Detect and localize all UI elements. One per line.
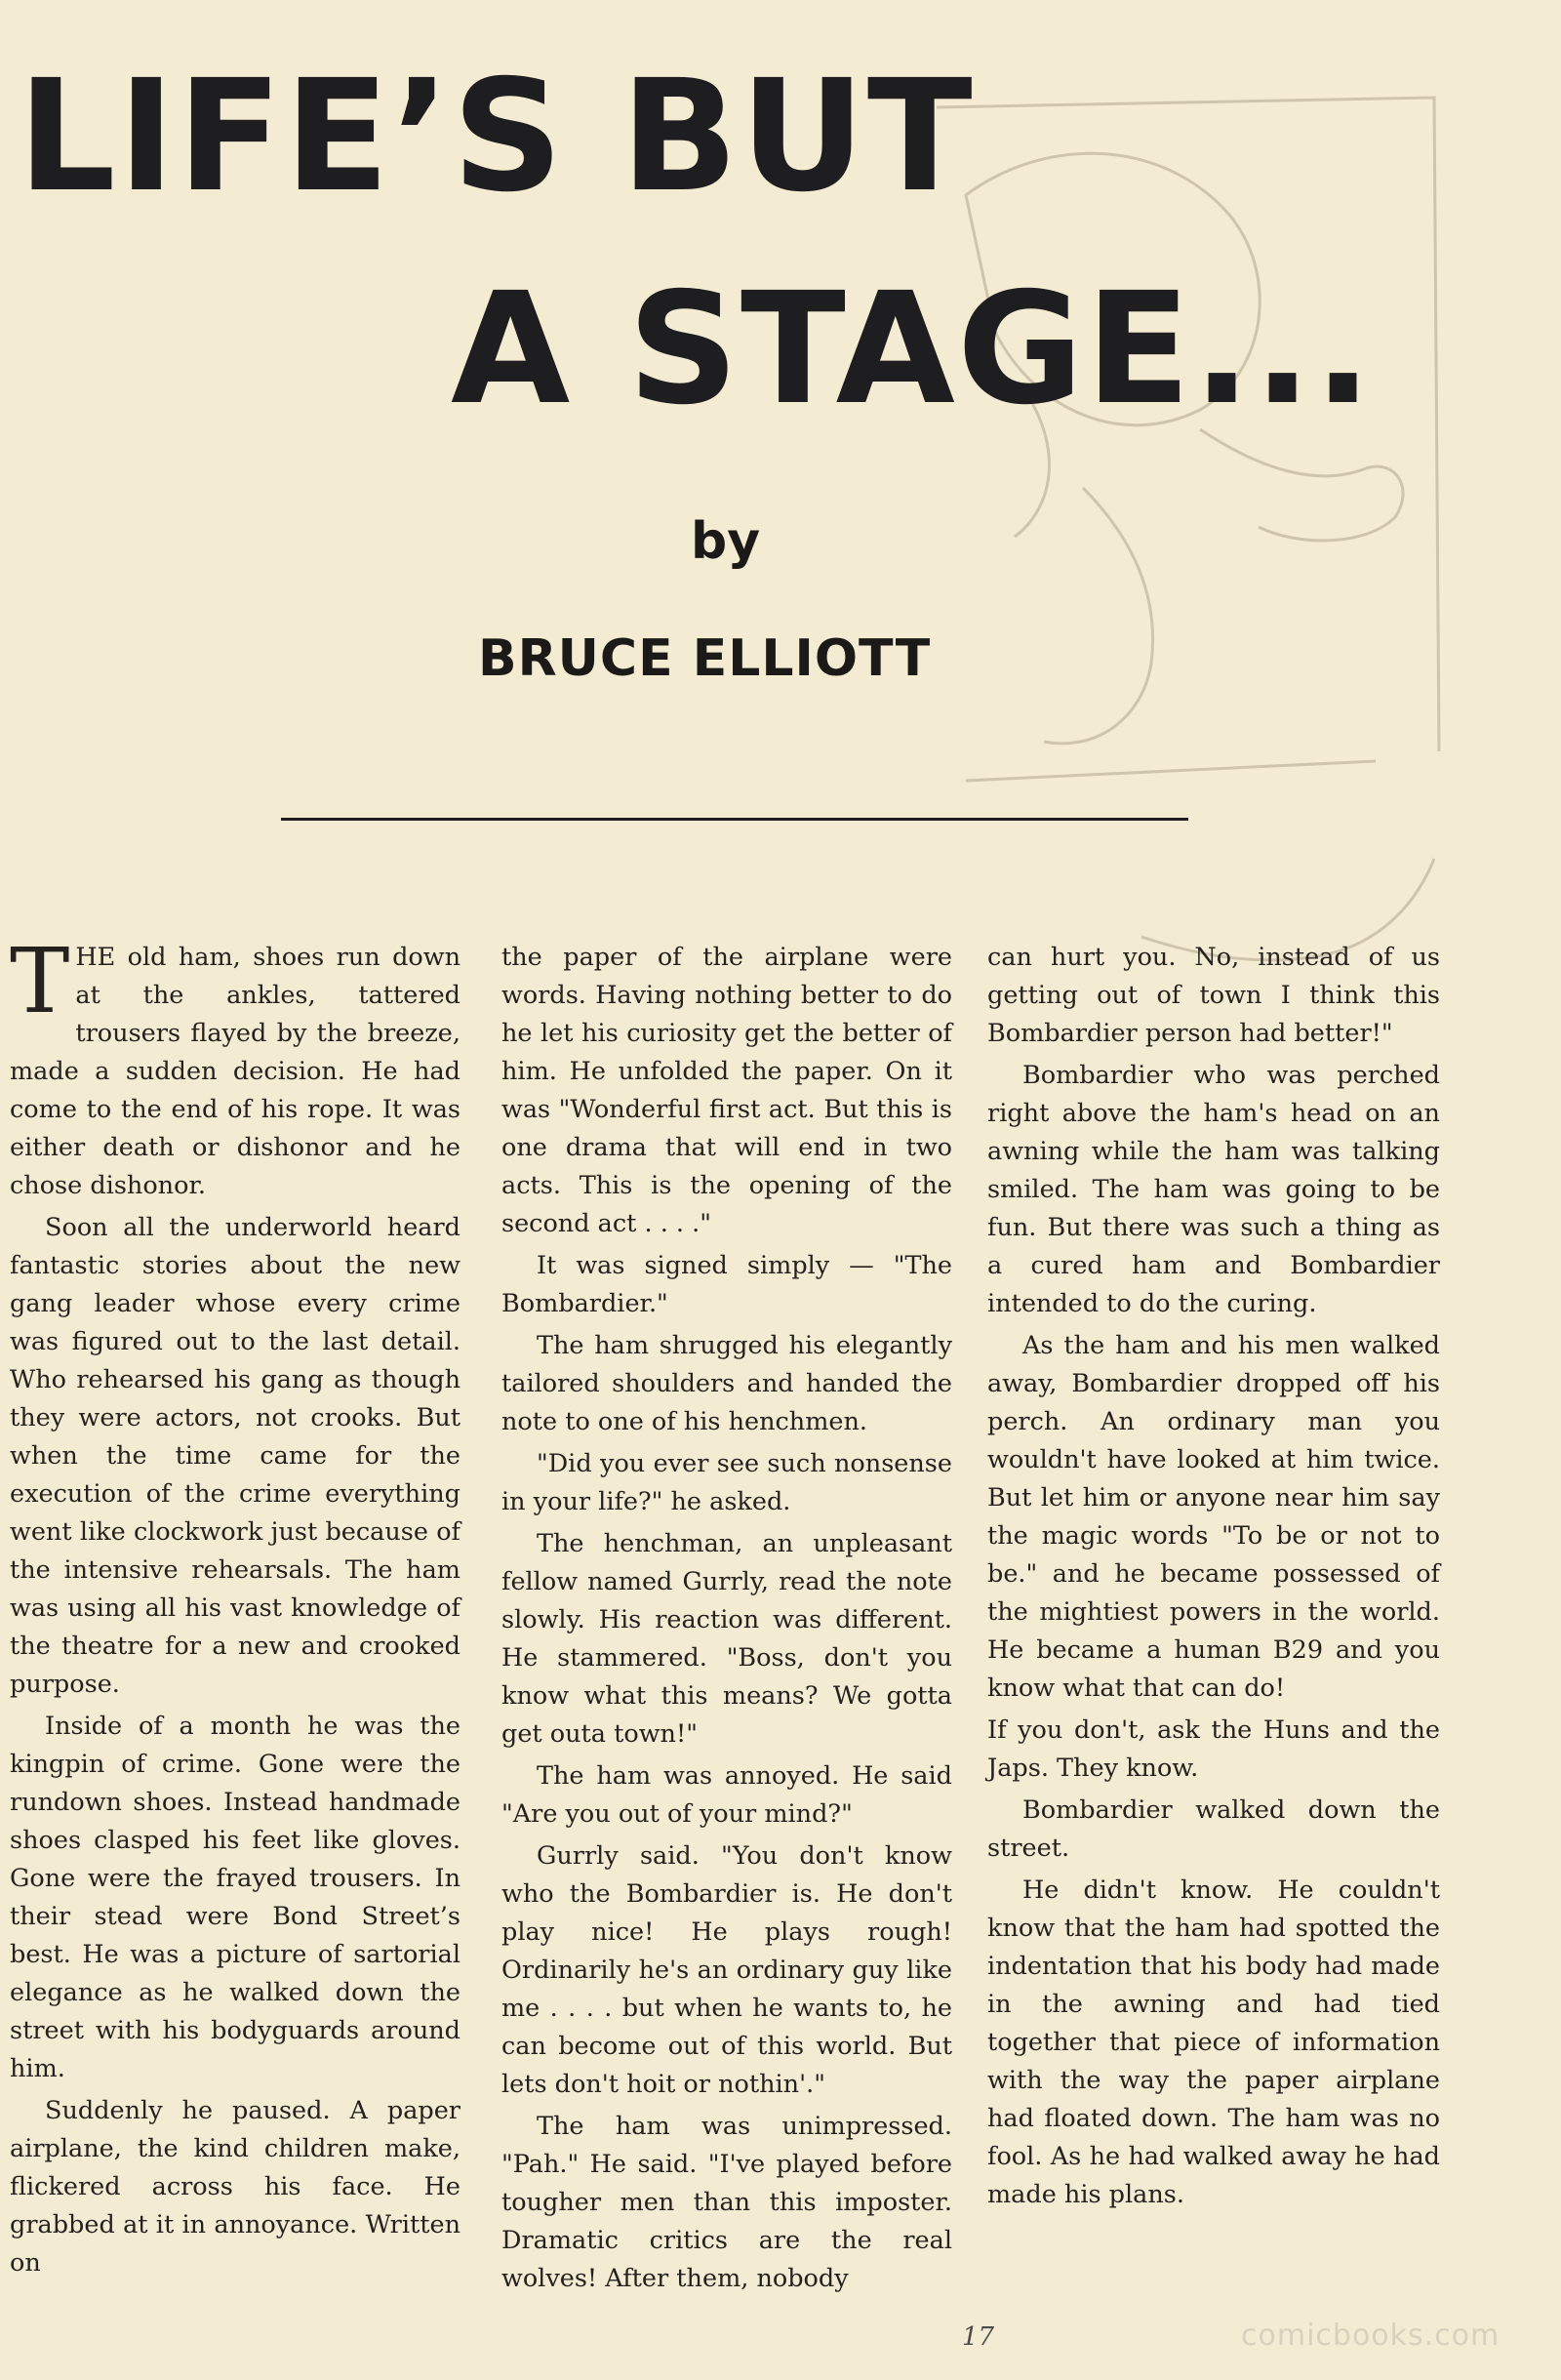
article-paragraph: The ham shrugged his elegantly tailored shoulders and handed the note to one of his henchmen.: [501, 1331, 952, 1436]
story-title-line-1: LIFE’S BUT: [18, 47, 975, 226]
article-paragraph: can hurt you. No, instead of us getting out of town I think this Bombardier person had better!": [987, 943, 1440, 1048]
article-paragraph: As the ham and his men walked away, Bombardier dropped off his perch. An ordinary man you wouldn't have looked at him twice. But let him or anyone near him say the magic words "To be or not to be." and he became possessed of the mightiest powers in the world. He became a human B29 and you know what that can do!: [987, 1331, 1440, 1703]
article-paragraph: Bombardier walked down the street.: [987, 1795, 1440, 1863]
article-paragraph: the paper of the airplane were words. Having nothing better to do he let his curiosity get the better of him. He unfolded the paper. On it was "Wonderful first act. But this is one drama that will end in two acts. This is the opening of the second act . . . .": [501, 943, 952, 1238]
article-paragraph: The ham was annoyed. He said "Are you out of your mind?": [501, 1761, 952, 1829]
byline-author: BRUCE ELLIOTT: [478, 629, 932, 688]
title-divider: [281, 818, 1188, 821]
article-paragraph: The henchman, an unpleasant fellow named Gurrly, read the note slowly. His reaction was different. He stammered. "Boss, don't you know what this means? We gotta get outa town!": [501, 1529, 952, 1749]
article-paragraph: THE old ham, shoes run down at the ankles, tattered trousers flayed by the breeze, made a sudden decision. He had come to the end of his rope. It was either death or dishonor and he chose dishonor.: [10, 929, 460, 1200]
story-title-line-2: A STAGE...: [451, 260, 1375, 439]
article-paragraph: Inside of a month he was the kingpin of crime. Gone were the rundown shoes. Instead handmade shoes clasped his feet like gloves. Gone were the frayed trousers. In their stead were Bond Street’s best. He was a picture of sartorial elegance as he walked down the street with his bodyguards around him.: [10, 1712, 460, 2083]
article-paragraph: If you don't, ask the Huns and the Japs. They know.: [987, 1715, 1440, 1783]
article-paragraph: Gurrly said. "You don't know who the Bombardier is. He don't play nice! He plays rough! Ordinarily he's an ordinary guy like me . . . . but when he wants to, he can become out of this world. But lets don't hoit or nothin'.": [501, 1841, 952, 2099]
article-column-1: [10, 929, 460, 2282]
article-paragraph: Bombardier who was perched right above the ham's head on an awning while the ham was talking smiled. The ham was going to be fun. But there was such a thing as a cured ham and Bombardier intended to do the curing.: [987, 1061, 1440, 1318]
byline-by: by: [691, 512, 761, 571]
article-column-3: [987, 939, 1440, 2214]
site-watermark: comicbooks.com: [1241, 2319, 1501, 2353]
article-paragraph: It was signed simply — "The Bombardier.": [501, 1251, 952, 1318]
article-column-2: [501, 939, 952, 2298]
faded-sketch-illustration: [907, 78, 1454, 1054]
article-paragraph: Suddenly he paused. A paper airplane, the kind children make, flickered across his face. He grabbed at it in annoyance. Written on: [10, 2096, 460, 2278]
article-paragraph: Soon all the underworld heard fantastic stories about the new gang leader whose every crime was figured out to the last detail. Who rehearsed his gang as though they were actors, not crooks. But when the time came for the execution of the crime everything went like clockwork just because of the intensive rehearsals. The ham was using all his vast knowledge of the theatre for a new and crooked purpose.: [10, 1213, 460, 1699]
article-paragraph: He didn't know. He couldn't know that the ham had spotted the indentation that his body had made in the awning and had tied together that piece of information with the way the paper airplane had floated down. The ham was no fool. As he had walked away he had made his plans.: [987, 1876, 1440, 2209]
page-number: 17: [962, 2322, 995, 2352]
drop-cap: T: [10, 929, 70, 1033]
article-paragraph: The ham was unimpressed. "Pah." He said. "I've played before tougher men than this imposter. Dramatic critics are the real wolves! After them, nobody: [501, 2112, 952, 2293]
article-paragraph: "Did you ever see such nonsense in your life?" he asked.: [501, 1449, 952, 1516]
